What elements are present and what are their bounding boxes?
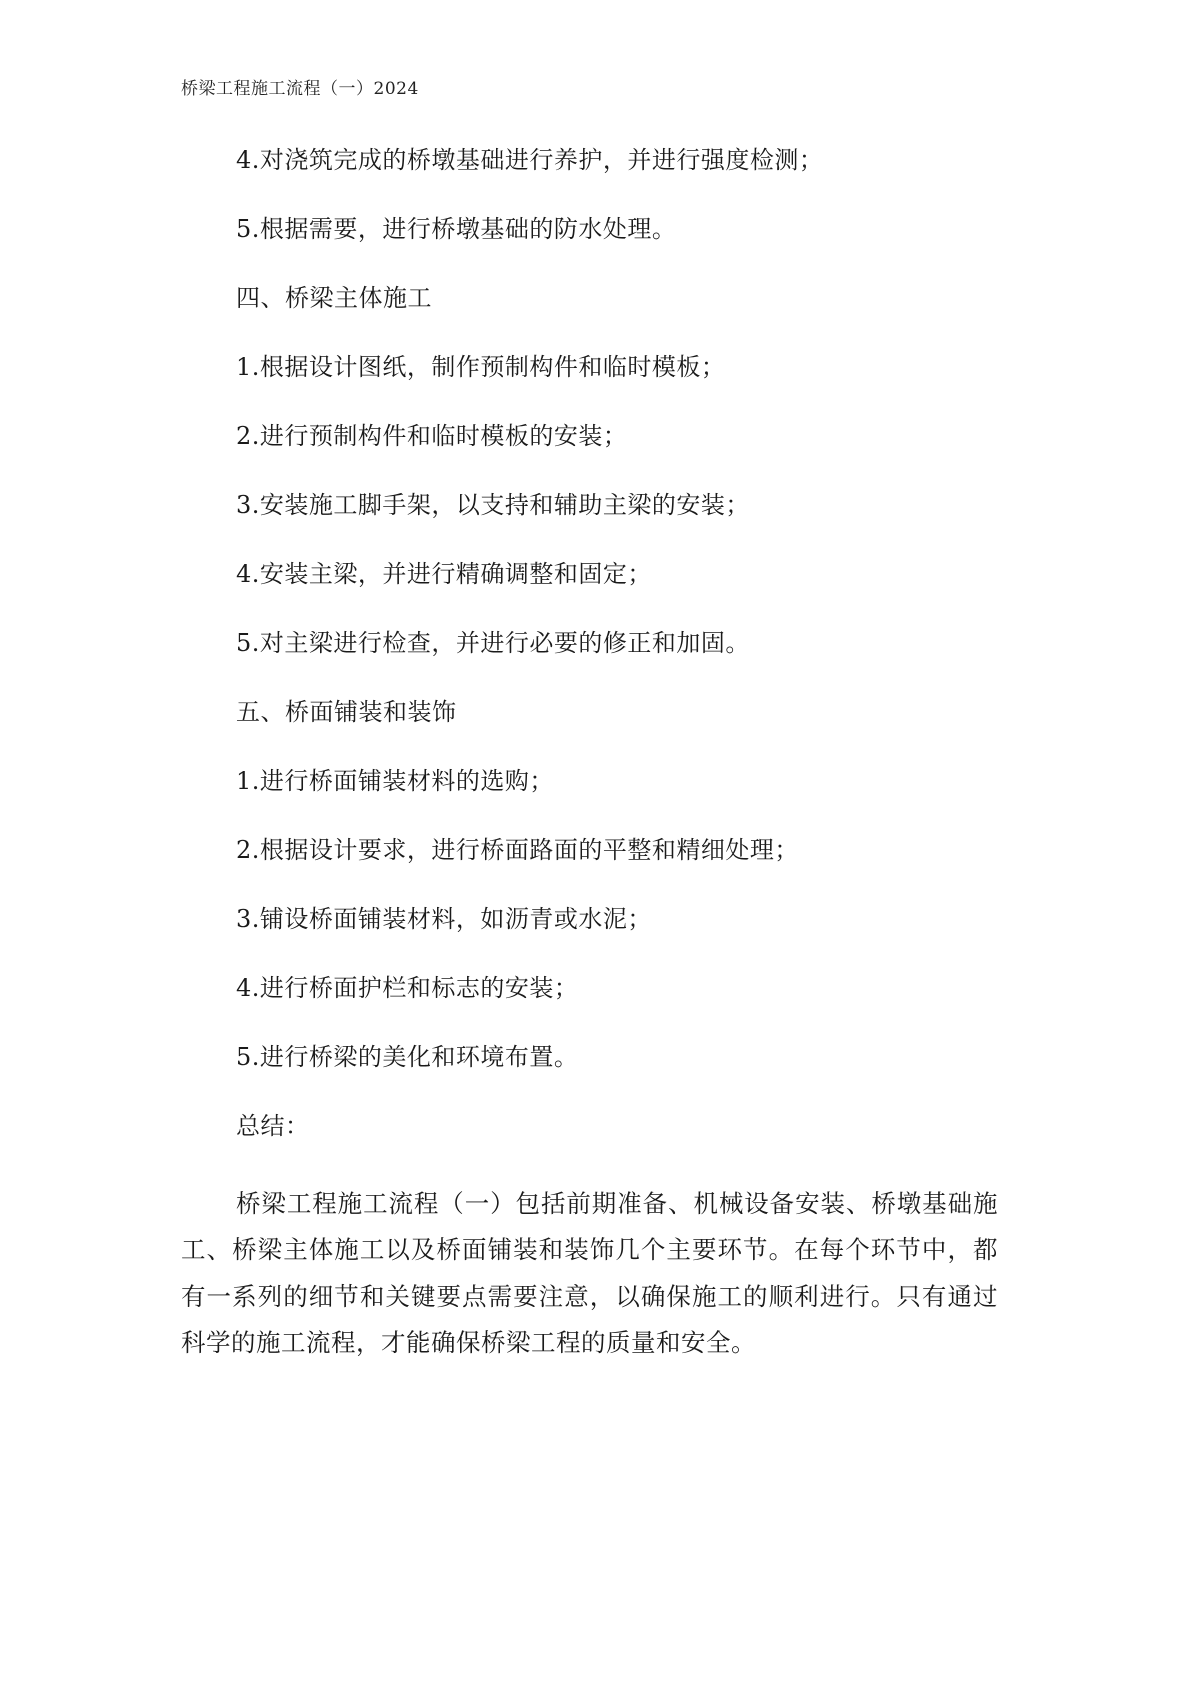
running-header: 桥梁工程施工流程（一）2024 — [181, 79, 419, 99]
list-item-material-purchase: 1.进行桥面铺装材料的选购； — [236, 767, 554, 795]
section-heading-main-structure: 四、桥梁主体施工 — [236, 284, 432, 312]
list-item-pier-curing: 4.对浇筑完成的桥墩基础进行养护，并进行强度检测； — [236, 146, 824, 174]
list-item-surface-leveling: 2.根据设计要求，进行桥面路面的平整和精细处理； — [236, 836, 799, 864]
section-heading-deck-paving: 五、桥面铺装和装饰 — [236, 698, 457, 726]
list-item-pier-waterproofing: 5.根据需要，进行桥墩基础的防水处理。 — [236, 215, 677, 243]
list-item-paving-laying: 3.铺设桥面铺装材料，如沥青或水泥； — [236, 905, 652, 933]
list-item-girder-check: 5.对主梁进行检查，并进行必要的修正和加固。 — [236, 629, 750, 657]
list-item-girder-install: 4.安装主梁，并进行精确调整和固定； — [236, 560, 652, 588]
summary-heading: 总结： — [236, 1112, 310, 1140]
body-lines — [236, 140, 1036, 1175]
list-item-prefab-install: 2.进行预制构件和临时模板的安装； — [236, 422, 628, 450]
list-item-guardrail-install: 4.进行桥面护栏和标志的安装； — [236, 974, 579, 1002]
list-item-beautification: 5.进行桥梁的美化和环境布置。 — [236, 1043, 579, 1071]
list-item-scaffold: 3.安装施工脚手架，以支持和辅助主梁的安装； — [236, 491, 750, 519]
summary-paragraph: 桥梁工程施工流程（一）包括前期准备、机械设备安装、桥墩基础施工、桥梁主体施工以及桥面铺装和装饰几个主要环节。在每个环节中，都有一系列的细节和关键要点需要注意，以确保施工的顺利进行。只有通过科学的施工流程，才能确保桥梁工程的质量和安全。 — [181, 1188, 998, 1357]
list-item-prefab-making: 1.根据设计图纸，制作预制构件和临时模板； — [236, 353, 726, 381]
